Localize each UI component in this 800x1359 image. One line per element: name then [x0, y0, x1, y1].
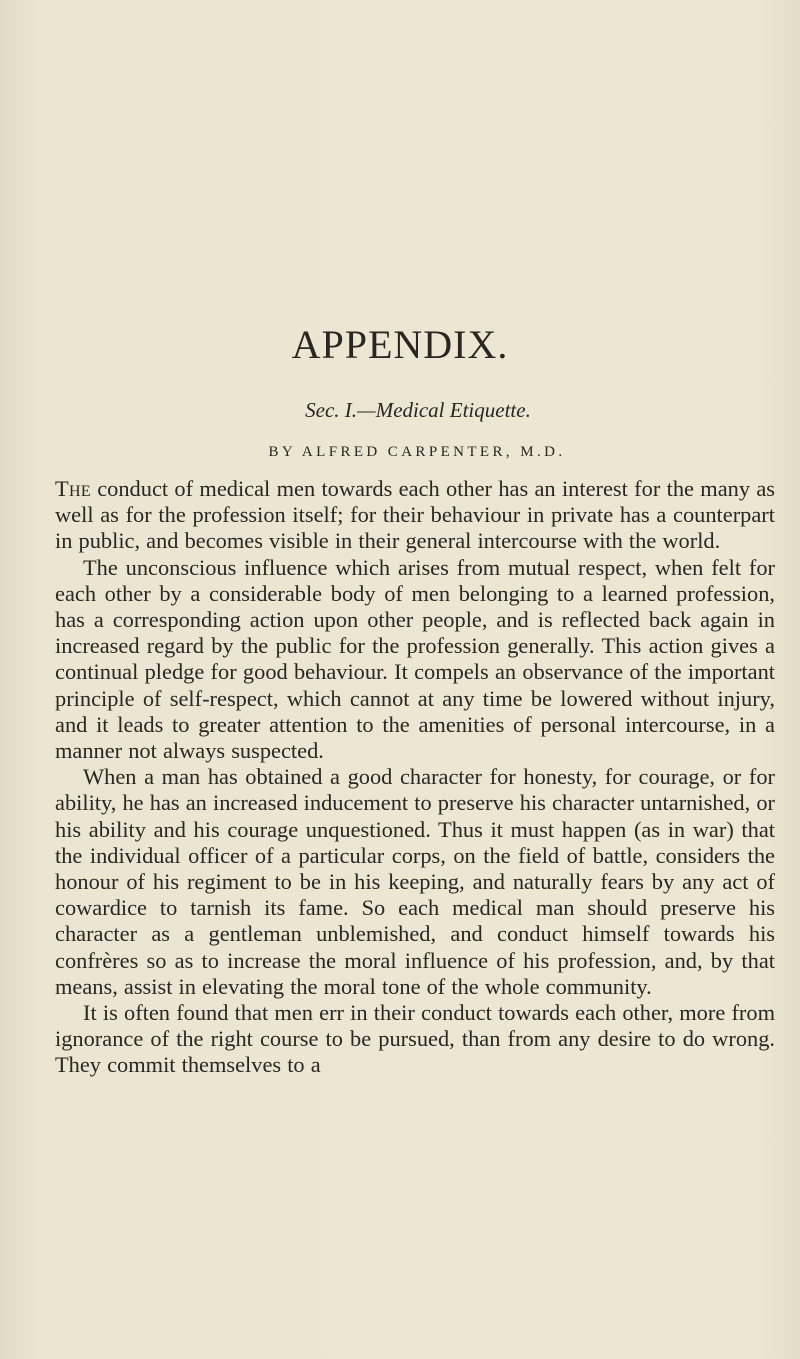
- paragraph-1: [55, 476, 775, 555]
- paragraph-1-text: conduct of medical men towards each other has an interest for the many as well as for the profession itself; for their behaviour in private has a counterpart in public, and becomes visible in their general intercourse with the world.: [55, 476, 775, 554]
- paragraph-3: When a man has obtained a good character for honesty, for courage, or for ability, he has an increased inducement to preserve his character untarnished, or his ability and his courage unquestioned. Thus it must happen (as in war) that the individual officer of a particular corps, on the field of battle, considers the honour of his regiment to be in his keeping, and naturally fears by any act of cowardice to tarnish its fame. So each medical man should preserve his character as a gentleman unblemished, and conduct himself towards his confrères so as to increase the moral influence of his profession, and, by that means, assist in elevating the moral tone of the whole community.: [55, 764, 775, 999]
- author-byline: BY ALFRED CARPENTER, M.D.: [268, 444, 566, 460]
- opening-word: The: [55, 476, 91, 501]
- paragraph-4: It is often found that men err in their conduct towards each other, more from ignorance of the right course to be pursued, than from any desire to do wrong. They commit themselves to a: [55, 1000, 775, 1078]
- appendix-heading: APPENDIX.: [291, 322, 509, 367]
- section-title: Sec. I.—Medical Etiquette.: [305, 398, 531, 422]
- body-text: [55, 476, 775, 1079]
- paragraph-2: The unconscious influence which arises from mutual respect, when felt for each other by a considerable body of men belonging to a learned profession, has a corresponding action upon other people, and is reflected back again in increased regard by the public for the profession generally. This action gives a continual pledge for good behaviour. It compels an observance of the important principle of self-respect, which cannot at any time be lowered without injury, and it leads to greater attention to the amenities of personal intercourse, in a manner not always suspected.: [55, 554, 775, 764]
